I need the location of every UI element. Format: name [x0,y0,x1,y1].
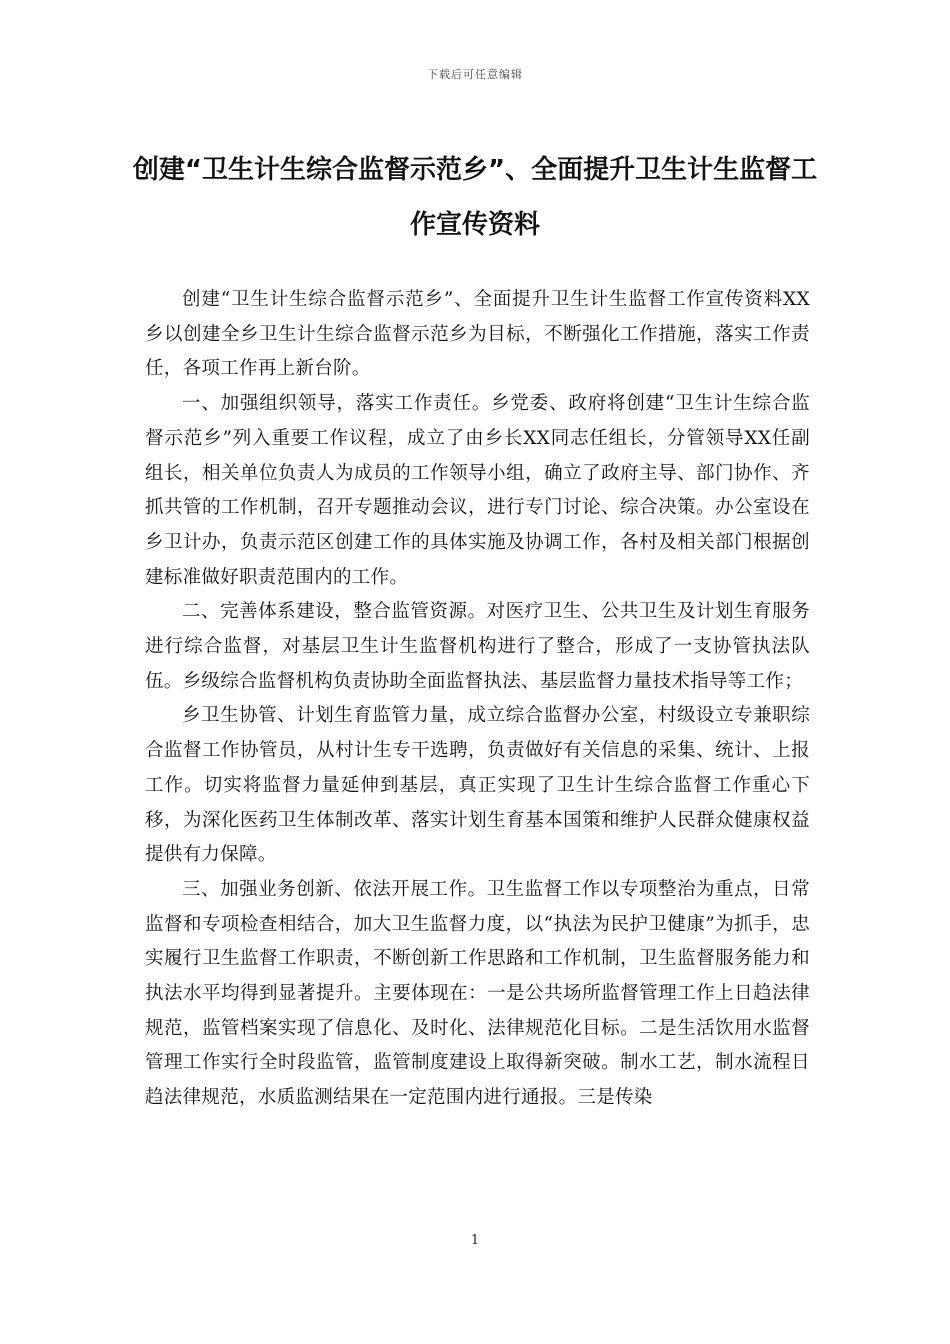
paragraph-section-2: 二、完善体系建设，整合监管资源。对医疗卫生、公共卫生及计划生育服务进行综合监督，对基层卫生计生监督机构进行了整合，形成了一支协管执法队伍。乡级综合监督机构负责协助全面监督执法、基层监督力量技术指导等工作； [145,601,810,692]
paragraph-section-3: 三、加强业务创新、依法开展工作。卫生监督工作以专项整治为重点，日常监督和专项检查相结合，加大卫生监督力度，以“执法为民护卫健康”为抓手，忠实履行卫生监督工作职责，不断创新工作思路和工作机制，卫生监督服务能力和执法水平均得到显著提升。主要体现在：一是公共场所监督管理工作上日趋法律规范，监管档案实现了信息化、及时化、法律规范化目标。二是生活饮用水监督管理工作实行全时段监管，监管制度建设上取得新突破。制水工艺，制水流程日趋法律规范，水质监测结果在一定范围内进行通报。三是传染 [145,878,810,1109]
document-body [145,283,810,1116]
paragraph-intro: 创建“卫生计生综合监督示范乡”、全面提升卫生计生监督工作宣传资料XX乡以创建全乡卫生计生综合监督示范乡为目标，不断强化工作措施，落实工作责任，各项工作再上新台阶。 [145,289,810,380]
document-title: 创建“卫生计生综合监督示范乡”、全面提升卫生计生监督工作宣传资料 [132,155,818,240]
header-note: 下载后可任意编辑 [427,68,523,81]
page-number: 1 [470,1233,480,1248]
paragraph-section-2-continued: 乡卫生协管、计划生育监管力量，成立综合监督办公室，村级设立专兼职综合监督工作协管员，从村计生专干选聘，负责做好有关信息的采集、统计、上报工作。切实将监督力量延伸到基层，真正实现了卫生计生综合监督工作重心下移，为深化医药卫生体制改革、落实计划生育基本国策和维护人民群众健康权益提供有力保障。 [145,705,810,866]
paragraph-section-1: 一、加强组织领导，落实工作责任。乡党委、政府将创建“卫生计生综合监督示范乡”列入重要工作议程，成立了由乡长XX同志任组长，分管领导XX任副组长，相关单位负责人为成员的工作领导小组，确立了政府主导、部门协作、齐抓共管的工作机制，召开专题推动会议，进行专门讨论、综合决策。办公室设在乡卫计办，负责示范区创建工作的具体实施及协调工作，各村及相关部门根据创建标准做好职责范围内的工作。 [145,393,810,588]
